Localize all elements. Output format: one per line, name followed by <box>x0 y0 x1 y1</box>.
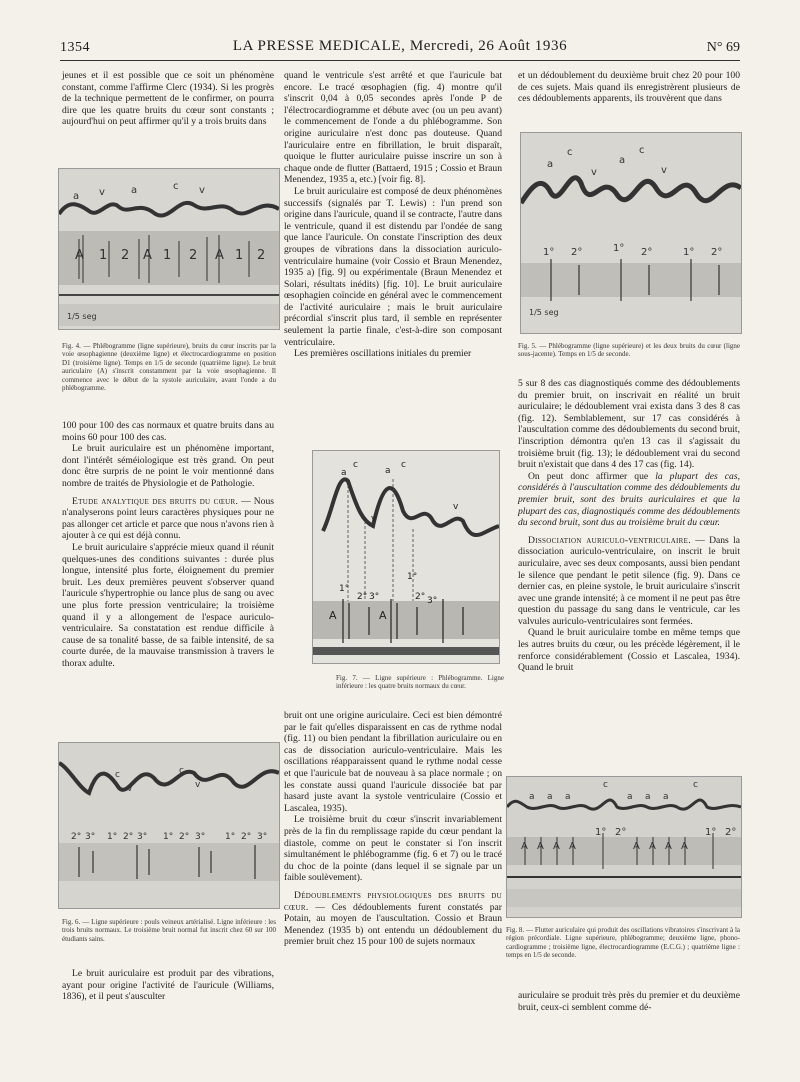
fig6-trace <box>59 743 279 908</box>
fig8-label: a <box>547 792 553 802</box>
journal-title: LA PRESSE MEDICALE, Mercredi, 26 Août 1936 <box>232 38 568 54</box>
paragraph: 100 pour 100 des cas normaux et quatre bruits dans au moins 60 pour 100 des cas. <box>62 420 274 443</box>
fig6-label: 3° <box>137 832 148 842</box>
fig7-trace <box>313 451 499 663</box>
paragraph: Le bruit auriculaire s'apprécie mieux quand il réunit quelques-unes des conditions suivantes : durée plus longue, intensité plus forte, éloignement du premier bruit. Les deux premières peuvent s'observer quand l'auricule s'hypertrophie ou lance plus de sang ou avec une plus forte pression ventriculaire; la troisième quand il y a allongement de l'espace auriculo-ventriculaire. Sa constatation est rendue difficile à cause de sa tonalité basse, de sa faible intensité, de sa courte durée, de la mauvaise transmission à travers le thorax adulte. <box>62 541 274 669</box>
fig4-label: 2 <box>257 248 266 263</box>
fig7-label: v <box>453 502 459 512</box>
fig6-label: 2° <box>71 832 82 842</box>
fig5-label: 2° <box>641 247 653 258</box>
figure-8 <box>506 776 742 918</box>
fig8-label: a <box>663 792 669 802</box>
fig7-label: 1° <box>339 584 350 594</box>
fig7-label: 2° <box>415 592 426 602</box>
fig6-label: 3° <box>85 832 96 842</box>
fig4-trace <box>59 169 279 329</box>
col3-end <box>518 990 740 1013</box>
fig5-caption: Fig. 5. — Phlébogramme (ligne supérieure) et les deux bruits du cœur (ligne sous-jacente). Temps en 1/5 de seconde. <box>518 342 740 359</box>
paragraph-text: Ces dédoublements furent constatés par Potain, au moyen de l'auscultation. Cossio et Braun Menendez (1935 b) ont entendu un dédoublement du premier bruit chez 15 pour 100 de sujets normaux <box>284 901 503 948</box>
fig8-label: c <box>603 780 608 790</box>
fig8-label: A <box>681 841 688 852</box>
fig4-caption: Fig. 4. — Phlébogramme (ligne supérieure), bruits du cœur inscrits par la voie œsophagienne (deuxième ligne) et électrocardiogramme en position D1 (troisième ligne). Temps en 1/5 de seconde (quatrième ligne). Le bruit auriculaire (A) s'inscrit constamment par la voie œsophagienne. Il commence avec le début de la systole auriculaire, avant l'onde a du phlébogramme. <box>62 342 276 393</box>
fig7-label: A <box>379 609 387 622</box>
fig4-label: 1 <box>235 248 244 263</box>
fig8-label: 1° <box>705 827 717 838</box>
fig7-caption: Fig. 7. — Ligne supérieure : Phlébogramme. Ligne inférieure : les quatre bruits normaux du cœur. <box>336 674 504 691</box>
fig7-label: a <box>341 468 347 478</box>
fig6-label: v <box>195 780 201 790</box>
fig8-label: A <box>633 841 640 852</box>
fig6-label: 1° <box>107 832 118 842</box>
fig6-label: 1° <box>163 832 174 842</box>
fig4-label: v <box>199 185 205 196</box>
fig7-label: 2° <box>357 592 368 602</box>
paragraph: Dissociation auriculo-ventriculaire. — Dans la dissociation auriculo-ventriculaire, on inscrit le bruit auriculaire, avec ses deux composants, aussi bien pendant le silence que pendant le petit silence (fig. 9). Dans ce dernier cas, en pleine systole, le bruit auriculaire s'inscrit avec une grande intensité; à ce moment il ne peut pas être question du passage du sang dans le ventricule, car les valvules auriculo-ventriculaires sont fermées. <box>518 534 740 627</box>
paragraph: bruit ont une origine auriculaire. Ceci est bien démontré par le fait qu'elles disparaissent en cas de rythme nodal (fig. 11) ou bien pendant la fibrillation auriculaire ou en cas de dissociation auriculo-ventriculaire. Mais les oscillations réapparaissent quand le rythme nodal cesse et que l'auricule bat de nouveau à sa place normale ; on les constate aussi quand l'auricule dissociée bat par hasard juste avant la systole ventriculaire (Cossio et Lascalea, 1935). <box>284 710 502 814</box>
col3-body <box>518 378 740 674</box>
fig5-label: 1/5 seg <box>529 308 559 317</box>
paragraph: et un dédoublement du deuxième bruit chez 20 pour 100 de ces sujets. Mais quand ils enregistrèrent plusieurs de ces dédoublements apparents, ils trouvèrent que dans <box>518 70 740 105</box>
fig4-label: a <box>73 191 80 202</box>
fig7-label: a <box>385 466 391 476</box>
paragraph: Le troisième bruit du cœur s'inscrit invariablement près de la fin du remplissage rapide du cœur pendant la diastole, comme on peut le constater si l'on inscrit simultanément le phlébogramme (fig. 6 et 7) ou le tracé du choc de la pointe (dans lequel il se signale par un faible soulèvement). <box>284 814 502 884</box>
fig5-label: a <box>547 159 554 170</box>
fig8-label: A <box>569 841 576 852</box>
paragraph-text: On peut donc affirmer que <box>528 470 656 482</box>
fig7-label: c <box>353 460 358 470</box>
fig8-label: a <box>529 792 535 802</box>
fig5-label: 1° <box>683 247 695 258</box>
emphasis-text: la plupart des cas, considérés à l'auscultation comme des dédoublements du premier bruit, sont des bruits auriculaires et que la plupart des cas, diagnostiqués comme des dédoublements du second bruit, sont dus au troisième bruit du cœur. <box>518 470 740 529</box>
fig5-label: a <box>619 155 626 166</box>
fig4-label: c <box>173 181 179 192</box>
paragraph: Le bruit auriculaire est composé de deux phénomènes successifs (signalés par T. Lewis) : l'un prend son origine dans l'auricule, quand il se contracte, l'autre dans le ventricule, quand il est distendu par l'ondée de sang que lance l'auricule. On constate l'inscription des deux groupes de vibrations dans la dissociation auriculo-ventriculaire humaine (voir Cossio et Braun Menendez, 1935 a) [fig. 9] ou expérimentale (Braun Menendez et Solari, résultats inédits) [fig. 10]. Le bruit auriculaire œsophagien coïncide en général avec le commencement de l'activité auriculaire ; mais le bruit auriculaire précordial s'inscrit plus tard, il semble en représenter seulement la partie finale, c'est-à-dire son composant ventriculaire. <box>284 185 502 348</box>
col2-top <box>284 70 502 360</box>
fig4-label: A <box>143 248 152 263</box>
fig8-label: A <box>553 841 560 852</box>
fig6-label: 1° <box>225 832 236 842</box>
fig6-label: 2° <box>241 832 252 842</box>
col1-intro <box>62 70 274 128</box>
fig5-label: v <box>591 167 597 178</box>
section-heading: Dédoublements physiologiques des bruits du cœur. <box>284 889 502 913</box>
paragraph <box>518 471 740 529</box>
fig6-label: c <box>179 766 184 776</box>
col1-body <box>62 420 274 669</box>
fig6-label: c <box>115 770 120 780</box>
fig6-caption: Fig. 6. — Ligne supérieure : pouls veineux artérialisé. Ligne inférieure : les trois bruits normaux. Le troisième bruit normal fut inscrit chez 60 sur 100 étudiants sains. <box>62 918 276 943</box>
fig7-label: 3° <box>369 592 380 602</box>
fig6-label: v <box>127 784 133 794</box>
figure-6 <box>58 742 280 909</box>
col3-top <box>518 70 740 105</box>
fig8-caption: Fig. 8. — Flutter auriculaire qui produit des oscillations vibratoires s'inscrivant à la région précordiale. Ligne supérieure, phlébogramme; deuxième ligne, phono-cardiogramme ; troisième ligne, électrocardiogramme (E.C.G.) ; quatrième ligne : temps en 1/5 de seconde. <box>506 926 740 960</box>
fig5-label: c <box>639 145 645 156</box>
col2-body <box>284 710 502 948</box>
col1-end <box>62 968 274 1003</box>
paragraph: Etude analytique des bruits du cœur. — Nous n'analyserons point leurs caractères physiques pour ne pas allonger cet article et parce que nous n'avons rien à ajouter à ce qui est déjà connu. <box>62 495 274 542</box>
fig4-label: 2 <box>121 248 130 263</box>
page-header <box>60 38 740 61</box>
issue-number: N° 69 <box>706 40 740 55</box>
fig8-label: a <box>565 792 571 802</box>
fig5-label: c <box>567 147 573 158</box>
fig4-label: A <box>75 248 84 263</box>
fig5-label: 1° <box>543 247 555 258</box>
figure-4 <box>58 168 280 330</box>
section-heading: Dissociation auriculo-ventriculaire. <box>528 534 691 546</box>
fig8-label: A <box>649 841 656 852</box>
fig7-label: v <box>371 514 377 524</box>
paragraph: Le bruit auriculaire est un phénomène important, dont l'intérêt séméiologique est très grand. On peut donc être surpris de ne point le voir mentionné dans nombre de traités de Physiologie et de Pathologie. <box>62 443 274 489</box>
figure-5 <box>520 132 742 334</box>
fig5-label: 2° <box>711 247 723 258</box>
fig8-label: A <box>537 841 544 852</box>
fig7-label: 1° <box>407 572 418 582</box>
fig4-label: 1/5 seg <box>67 312 97 321</box>
paragraph-text: Dans la dissociation auriculo-ventriculaire, on inscrit le bruit auriculaire, avec ses deux composants, aussi bien pendant le silence que pendant le petit silence (fig. 9). Dans ce dernier cas, en pleine systole, le bruit auriculaire s'inscrit avec une grande intensité; à ce moment il ne peut pas être question du passage du sang dans le ventricule, car les valvules auriculo-ventriculaires sont fermées. <box>518 534 740 627</box>
paragraph: Le bruit auriculaire est produit par des vibrations, ayant pour origine l'activité de l'auricule (Williams, 1836), et il peut s'ausculter <box>62 968 274 1003</box>
fig7-label: c <box>401 460 406 470</box>
paragraph-text: Nous n'analyserons point leurs caractères physiques pour ne pas allonger cet article et parce que nous n'avons rien à ajouter à ce qui est déjà connu. <box>62 495 274 542</box>
fig7-label: A <box>329 609 337 622</box>
paragraph: auriculaire se produit très près du premier et du deuxième bruit, ceux-ci semblent comme dé- <box>518 990 740 1013</box>
fig8-label: 2° <box>615 827 627 838</box>
paragraph: Dédoublements physiologiques des bruits du cœur. — Ces dédoublements furent constatés par Potain, au moyen de l'auscultation. Cossio et Braun Menendez (1935 b) ont entendu un dédoublement du premier bruit chez 15 pour 100 de sujets normaux <box>284 889 503 948</box>
fig5-trace <box>521 133 741 333</box>
fig8-label: A <box>665 841 672 852</box>
fig8-label: A <box>521 841 528 852</box>
fig4-label: 1 <box>163 248 172 263</box>
fig8-label: a <box>627 792 633 802</box>
fig4-label: a <box>131 185 138 196</box>
fig4-label: A <box>215 248 224 263</box>
paragraph: Quand le bruit auriculaire tombe en même temps que les autres bruits du cœur, ou les précède légèrement, il le renforce considérablement (Cossio et Lascalea, 1934). Quand le bruit <box>518 627 740 674</box>
paragraph: jeunes et il est possible que ce soit un phénomène constant, comme l'affirme Clerc (1934). Si les progrès de la technique permettent de le confirmer, on pourra dire que les quatre bruits du cœur sont constants ; aujourd'hui on peut affirmer qu'il y a trois bruits dans <box>62 70 274 128</box>
fig4-label: 2 <box>189 248 198 263</box>
fig5-label: 2° <box>571 247 583 258</box>
fig8-label: c <box>693 780 698 790</box>
section-heading: Etude analytique des bruits du cœur. <box>72 495 239 507</box>
fig6-label: 3° <box>257 832 268 842</box>
fig6-label: 2° <box>123 832 134 842</box>
fig8-label: 1° <box>595 827 607 838</box>
paragraph: Les premières oscillations initiales du premier <box>294 348 472 360</box>
fig5-label: v <box>661 165 667 176</box>
fig8-label: 2° <box>725 827 737 838</box>
fig4-label: v <box>99 187 105 198</box>
fig7-label: 3° <box>427 596 438 606</box>
page-number: 1354 <box>60 40 90 55</box>
fig6-label: 2° <box>179 832 190 842</box>
fig6-label: 3° <box>195 832 206 842</box>
fig5-label: 1° <box>613 243 625 254</box>
fig4-label: 1 <box>99 248 108 263</box>
fig8-trace <box>507 777 741 917</box>
paragraph: quand le ventricule s'est arrêté et que l'auricule bat encore. Le tracé œsophagien (fig. 4) montre qu'il s'inscrit 0,04 à 0,05 secondes après l'onde P de l'électrocardiogramme et débute avec (ou un peu avant) le commencement de l'onde a du phlébogramme. Son origine auriculaire n'est donc pas douteuse. Quand l'auriculaire entre en fibrillation, le bruit disparaît, quoique le flutter auriculaire puisse inscrire un son à chaque onde de flutter (Battaerd, 1915 ; Cossio et Braun Menendez, 1935 a, etc.) [voir fig. 8]. <box>284 70 502 186</box>
paragraph: 5 sur 8 des cas diagnostiqués comme des dédoublements du premier bruit, on inscrivait en réalité un bruit auriculaire; le dédoublement vrai exista dans 3 des 8 cas (fig. 12). Semblablement, sur 17 cas considérés à l'auscultation comme des dédoublements du second bruit, l'inscription démontra qu'en 13 cas il s'agissait du troisième bruit (fig. 13); le dédoublement vrai du second bruit n'existait que dans 4 des 17 cas (fig. 14). <box>518 378 740 471</box>
fig8-label: a <box>645 792 651 802</box>
figure-7 <box>312 450 500 664</box>
